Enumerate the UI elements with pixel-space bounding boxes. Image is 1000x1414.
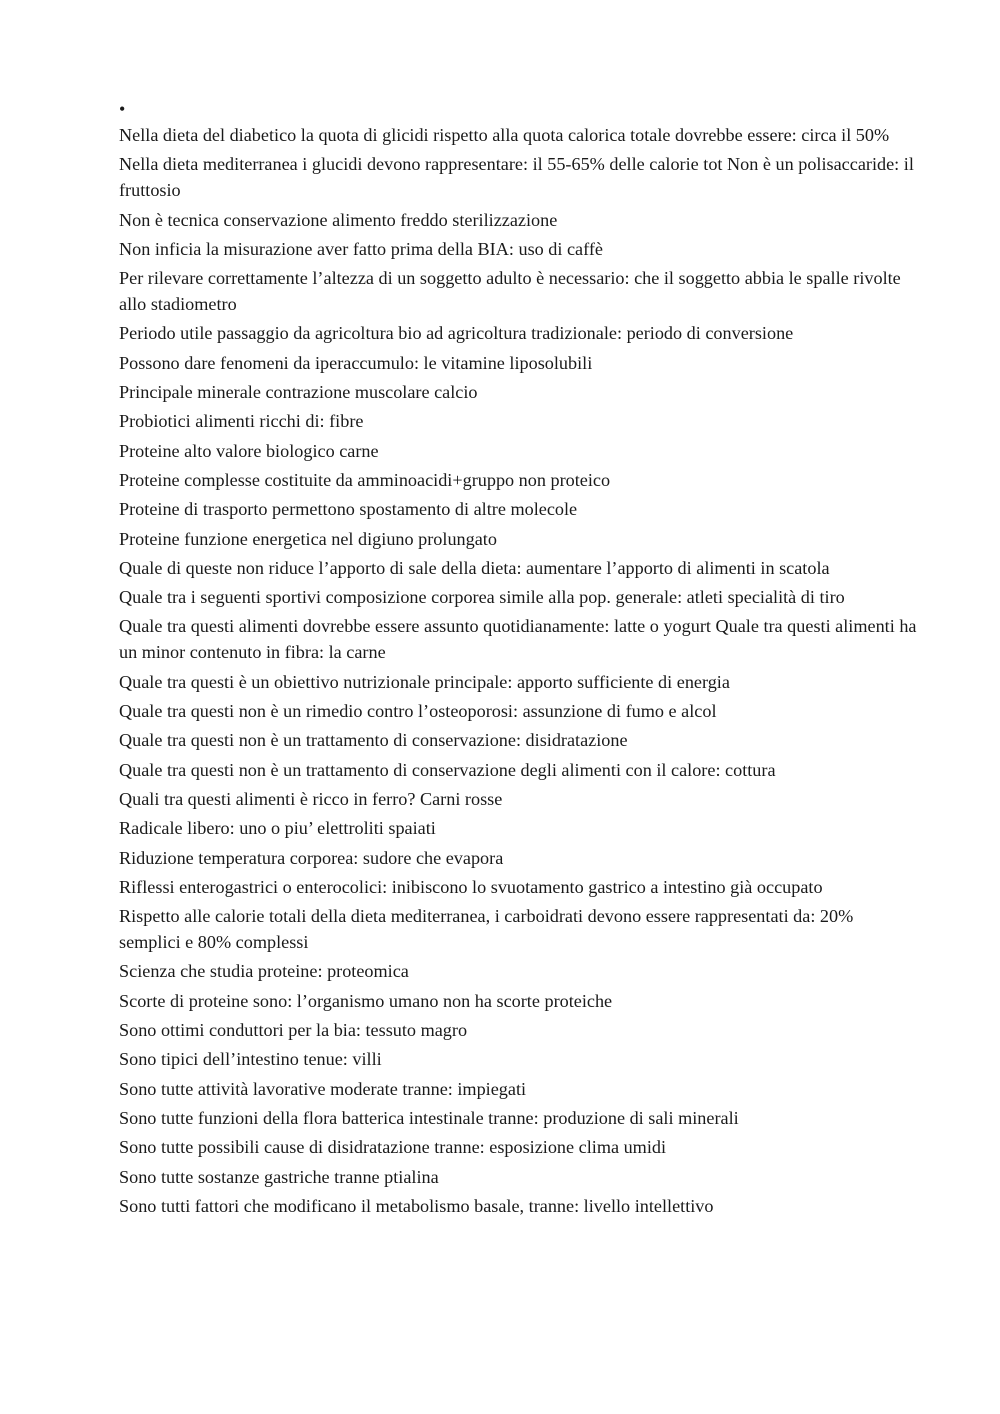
text-line: Non è tecnica conservazione alimento freddo sterilizzazione bbox=[119, 209, 558, 230]
document-body bbox=[119, 96, 919, 1222]
text-line: Scienza che studia proteine: proteomica bbox=[119, 961, 409, 982]
text-line: Quale tra questi non è un rimedio contro l’osteoporosi: assunzione di fumo e alcol bbox=[119, 701, 717, 722]
text-line: Quale tra questi non è un trattamento di conservazione degli alimenti con il calore: cottura bbox=[119, 759, 776, 780]
text-line: Rispetto alle calorie totali della dieta mediterranea, i carboidrati devono essere rappresentati da: 20% semplici e 80% complessi bbox=[119, 906, 854, 953]
text-line: Principale minerale contrazione muscolare calcio bbox=[119, 382, 478, 403]
text-line: Quale di queste non riduce l’apporto di sale della dieta: aumentare l’apporto di alimenti in scatola bbox=[119, 557, 830, 578]
text-line: Proteine complesse costituite da amminoacidi+gruppo non proteico bbox=[119, 469, 611, 490]
text-line: Sono tipici dell’intestino tenue: villi bbox=[119, 1049, 382, 1070]
text-line: Quale tra i seguenti sportivi composizione corporea simile alla pop. generale: atleti specialità di tiro bbox=[119, 587, 845, 608]
text-line: Quale tra questi è un obiettivo nutrizionale principale: apporto sufficiente di energia bbox=[119, 671, 730, 692]
text-line: Sono ottimi conduttori per la bia: tessuto magro bbox=[119, 1020, 468, 1041]
text-line: Sono tutte funzioni della flora batterica intestinale tranne: produzione di sali minerali bbox=[119, 1107, 739, 1128]
text-line: Sono tutte attività lavorative moderate tranne: impiegati bbox=[119, 1078, 527, 1099]
text-line: Quale tra questi non è un trattamento di conservazione: disidratazione bbox=[119, 730, 628, 751]
text-line: Scorte di proteine sono: l’organismo umano non ha scorte proteiche bbox=[119, 990, 613, 1011]
text-line: Quali tra questi alimenti è ricco in ferro? Carni rosse bbox=[119, 788, 503, 809]
text-line: Riduzione temperatura corporea: sudore che evapora bbox=[119, 847, 504, 868]
text-line: Quale tra questi alimenti dovrebbe essere assunto quotidianamente: latte o yogurt Quale tra questi alimenti ha un minor contenuto in fibra: la carne bbox=[119, 616, 917, 663]
text-line: Nella dieta mediterranea i glucidi devono rappresentare: il 55-65% delle calorie tot Non è un polisaccaride: il fruttosio bbox=[119, 154, 914, 201]
text-line: Non inficia la misurazione aver fatto prima della BIA: uso di caffè bbox=[119, 238, 603, 259]
text-line: Sono tutte sostanze gastriche tranne ptialina bbox=[119, 1166, 439, 1187]
bullet-marker: • bbox=[119, 99, 126, 119]
text-line: Riflessi enterogastrici o enterocolici: inibiscono lo svuotamento gastrico a intestino già occupato bbox=[119, 876, 823, 897]
text-line: Possono dare fenomeni da iperaccumulo: le vitamine liposolubili bbox=[119, 352, 593, 373]
text-line: Probiotici alimenti ricchi di: fibre bbox=[119, 411, 364, 432]
text-line: Proteine funzione energetica nel digiuno prolungato bbox=[119, 528, 497, 549]
text-line: Sono tutti fattori che modificano il metabolismo basale, tranne: livello intellettivo bbox=[119, 1195, 714, 1216]
text-line: Nella dieta del diabetico la quota di glicidi rispetto alla quota calorica totale dovrebbe essere: circa il 50% bbox=[119, 125, 890, 145]
text-line: Periodo utile passaggio da agricoltura bio ad agricoltura tradizionale: periodo di conversione bbox=[119, 323, 794, 344]
text-line: Per rilevare correttamente l’altezza di un soggetto adulto è necessario: che il soggetto abbia le spalle rivolte allo stadiometro bbox=[119, 268, 901, 315]
text-line: Proteine alto valore biologico carne bbox=[119, 440, 379, 461]
text-line: Proteine di trasporto permettono spostamento di altre molecole bbox=[119, 499, 578, 520]
text-line: Sono tutte possibili cause di disidratazione tranne: esposizione clima umidi bbox=[119, 1137, 667, 1158]
text-line: Radicale libero: uno o piu’ elettroliti spaiati bbox=[119, 818, 436, 839]
